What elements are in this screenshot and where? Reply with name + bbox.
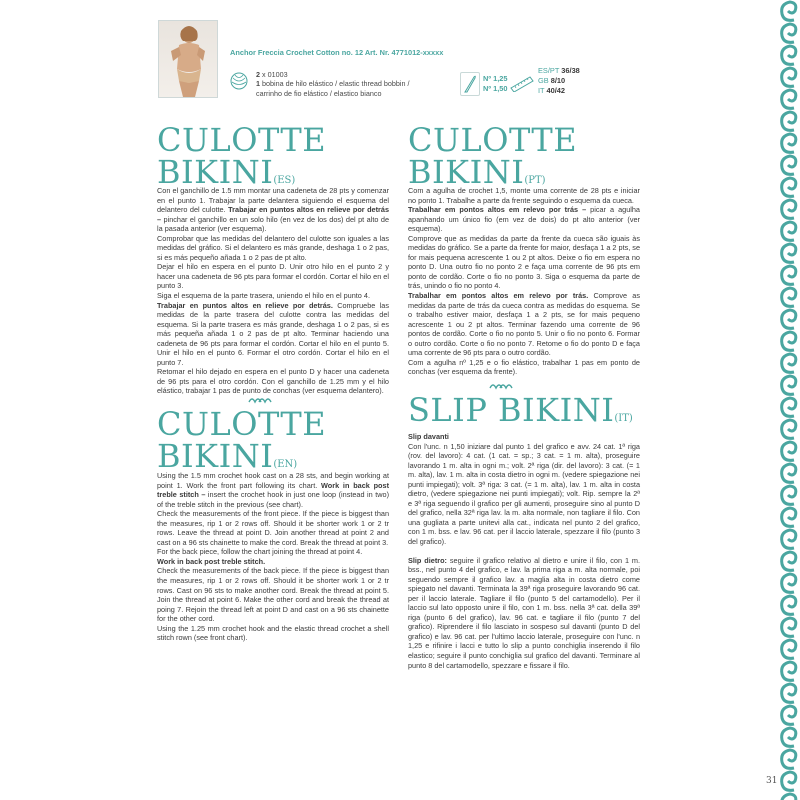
wave-scroll: [782, 442, 796, 460]
wave-scroll: [782, 398, 796, 416]
wave-scroll: [782, 376, 796, 394]
yarn-requirements: 2 x 01003 1 bobina de hilo elástico / elastic thread bobbin / carrinho de fio elástico / elastico bianco: [256, 70, 410, 98]
wave-scroll: [782, 244, 796, 262]
wave-scroll: [782, 2, 796, 20]
wave-scroll: [782, 728, 796, 746]
size-table: ES/PT 36/38 GB 8/10 IT 40/42: [538, 66, 580, 95]
title-culotte-bikini-en: CULOTTE BIKINI(EN): [157, 405, 327, 475]
page-number: 31: [766, 776, 778, 786]
wave-scroll: [782, 134, 796, 152]
wave-scroll: [782, 530, 796, 548]
wave-scroll: [782, 596, 796, 614]
wave-scroll: [782, 112, 796, 130]
ornament-divider-pt: [488, 382, 514, 390]
wave-scroll: [782, 68, 796, 86]
wave-scroll: [782, 464, 796, 482]
instructions-en: Using the 1.5 mm crochet hook cast on a 28 sts, and begin working at point 1. Work the front part following its chart. Work in back post treble stitch – insert the crochet hook in just one loop (instead in two) of the treble stitch in the previous (see chart). Check the measurements of the front piece. If the piece is biggest than the measures, rip 1 or 2 rows off. Should it be shorter work 1 or 2 tr rows. Leave the thread at point D. Join another thread at point 2 and cast on a 96 sts chainette to make the cord. Break the thread at point 3. For the back piece, follow the chart joining the thread at point 4. Work in back post treble stitch. Check the measurements of the back piece. If the piece is biggest than the measures, rip 1 or 2 rows off. Should it be shorter work 1 or 2 tr rows. Cast on 96 sts to make another cord. Break the thread at point 5. Join the thread at point 6. Make the other cord and break the thread at poing 7. Rejoin the thread left at point D and cast on a 96 sts chainette for the other cord. Using the 1.25 mm crochet hook and the elastic thread crochet a shell stitch rown (see front chart).: [157, 471, 390, 643]
wave-scroll: [782, 156, 796, 174]
wave-scroll: [782, 772, 796, 790]
title-culotte-bikini-es: CULOTTE BIKINI(ES): [157, 121, 327, 191]
instructions-it: Slip davanti Con l'unc. n 1,50 iniziare dal punto 1 del grafico e avv. 24 cat. 1ª riga (rov. del lavoro): 4 cat. (1 cat. = sp.; 3 cat. = 1 m. alta), proseguire lavorando 1 m. alta in ogni m.; volt. 2ª riga (dir. del lavoro): 3 cat. (= 1 m. alta), lav. 1 m. alta in costa dietro in ogni m. (vedere spiegazione nei punti impiegati); volt. 3ª riga: 3 cat. (= 1 m. alta), lav. 1 m. alta in costa dietro, (vedere spiegazione nei punti impiegati); volt. Rip. sempre la 2ª e 3ª riga seguendo il grafico per gli aumenti, proseguire sino al punto D del grafico, nella 32ª riga lav. la m. alta normale, non tagliare il filo. Con una gugliata a parte unitevi alla cat., indicata nel punto 2 del grafico, con 1 m. bss. e lav. 96 cat. per il laccio laterale, spezzare il filo (punto 3 del grafico). Slip dietro: seguire il grafico relativo al dietro e unire il filo, con 1 m. bss., nel punto 4 del grafico, e lav. la prima riga a m. alta normale, poi seguendo sempre il grafico lav. a maglia alta in costa dietro come spiegato nel davanti. Terminata la 39ª riga proseguire lavorando 96 cat. per il laccio laterale. Tagliare il filo (punto 5 del cartamodello). Per il laccio sul lato opposto unire il filo, con 1 m. bss. nella 3ª cat. della 39ª riga (punto 6 del grafico), lav. 96 cat. e tagliare il filo (punto 7 del grafico). Riprendere il filo lasciato in sospeso sul davanti (punto D del grafico) e lav. 96 cat. per l'ultimo laccio laterale, proseguire con l'unc. n 1,25 e rifinire i lacci e tutto lo slip a punto conchiglia inserendo il filo elastico; seguire il punto conchiglia sul grafico del davanti. Terminare al punto 8 del cartamodello, spezzare e fissare il filo.: [408, 432, 641, 670]
wave-scroll: [782, 618, 796, 636]
pattern-header: [158, 20, 658, 120]
wave-scroll: [782, 222, 796, 240]
wave-scroll: [782, 332, 796, 350]
instructions-pt: Com a agulha de crochet 1,5, monte uma corrente de 28 pts e iniciar no ponto 1. Trabalhe a parte da frente seguindo o esquema da cueca. Trabalhar em pontos altos em relevo por trás – picar a agulha apanhando um único fio (em vez de dois) do pt alto anterior (ver esquema). Comprove que as medidas da parte da frente da cueca são iguais às medidas do gráfico. Se a parte da frente for maior, desfaça 1 a 2 pts, se for mais pequena acrescente 1 ou 2 pt altos. Deixe o fio em espera no ponto D. Una outro fio no ponto 2 e faça uma corrente de 96 pts em ponto de cordão. Corte o fio no ponto 3. Siga o esquema da parte de trás, unindo o fio no ponto 4. Trabalhar em pontos altos em relevo por trás. Comprove as medidas da parte de trás da cueca contra as medidas do esquema. Se o trabalho estiver maior, desfaça 1 a 2 pts, se for mais pequeno acrescente 1 ou 2 pt altos. Terminar fazendo uma corrente de 96 pontos de cordão. Corte o fio no ponto 5. Unir o fio no ponto 6. Formar o outro cordão. Corte o fio no ponto 7. Retome o fio do ponto D e faça uma corrente de 96 pts para o outro cordão. Com a agulha nº 1,25 e o fio elástico, trabalhar 1 pas em ponto de conchas (ver esquema da frente).: [408, 186, 641, 377]
wave-scroll: [782, 662, 796, 680]
product-line: Anchor Freccia Crochet Cotton no. 12 Art. Nr. 4771012-xxxxx: [230, 48, 444, 57]
wave-scroll: [782, 706, 796, 724]
wave-scroll: [782, 310, 796, 328]
model-photo: [158, 20, 218, 98]
wave-scroll: [782, 750, 796, 768]
hook-sizes: Nº 1,25 Nº 1,50: [483, 74, 508, 93]
wave-scroll: [782, 354, 796, 372]
wave-scroll: [782, 684, 796, 702]
yarn-ball-icon: [230, 72, 248, 90]
wave-scroll: [782, 266, 796, 284]
wave-scroll: [782, 24, 796, 42]
wave-scroll: [782, 420, 796, 438]
wave-scroll: [782, 200, 796, 218]
wave-scroll: [782, 288, 796, 306]
wave-scroll: [782, 640, 796, 658]
ornament-divider: [247, 396, 273, 404]
wave-scroll: [782, 794, 796, 800]
wave-scroll: [782, 574, 796, 592]
wave-scroll: [782, 486, 796, 504]
crochet-hook-icon: [460, 72, 480, 96]
tape-measure-icon: [510, 74, 534, 92]
wave-scroll: [782, 508, 796, 526]
wave-border-decoration: [654, 0, 800, 800]
instructions-es: Con el ganchillo de 1.5 mm montar una cadeneta de 28 pts y comenzar en el punto 1. Trabajar la parte delantera siguiendo el esquema del delantero del culotte. Trabajar en puntos altos en relieve por detrás – pinchar el ganchillo en un solo hilo (en vez de los dos) del pt alto de la pasada anterior (ver esquema). Comprobar que las medidas del delantero del culotte son iguales a las medidas del gráfico. Si el delantero es más grande, deshaga 1 o 2 pas, si es más pequeño añada 1 o 2 pas de pt alto. Dejar el hilo en espera en el punto D. Unir otro hilo en el punto 2 y hacer una cadeneta de 96 pts para formar el cordón. Cortar el hilo en el punto 3. Siga el esquema de la parte trasera, uniendo el hilo en el punto 4. Trabajar en puntos altos en relieve por detrás. Compruebe las medidas de la parte trasera del culotte contra las medidas del esquema. Si la parte trasera es más grande, deshaga 1 o 2 pas, si es más pequeña añada 1 o 2 pas de pt alto. Terminar haciendo una cadeneta de 96 pts para formar el cordón. Cortar el hilo en el punto 5. Unir el hilo en el punto 6. Formar el otro cordón. Cortar el hilo en el punto 7. Retomar el hilo dejado en espera en el punto D y hacer una cadeneta de 96 pts para el otro cordón. Con el ganchillo de 1.25 mm y el hilo elástico, trabajar 1 pas de punto de conchas (ver esquema delantero).: [157, 186, 390, 396]
title-slip-bikini-it: SLIP BIKINI(IT): [408, 391, 633, 429]
title-culotte-bikini-pt: CULOTTE BIKINI(PT): [408, 121, 578, 191]
wave-scroll: [782, 178, 796, 196]
wave-scroll: [782, 552, 796, 570]
wave-scroll: [782, 46, 796, 64]
wave-scroll: [782, 90, 796, 108]
